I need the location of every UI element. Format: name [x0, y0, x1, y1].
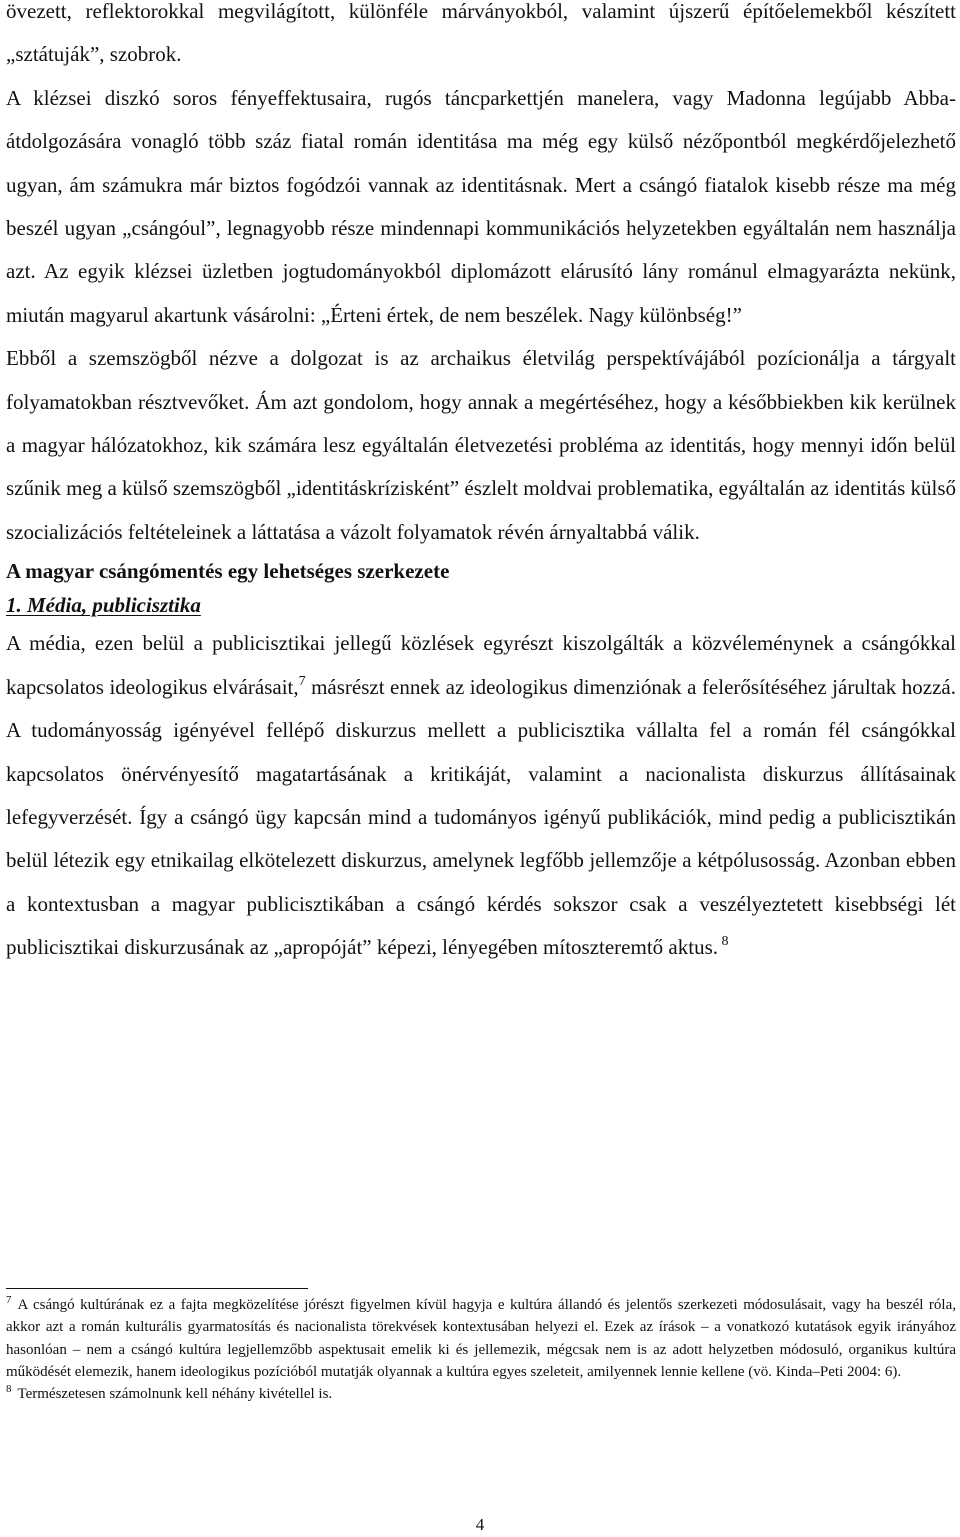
body-paragraph-2: A klézsei diszkó soros fényeffektusaira, rugós táncparkettjén manelera, vagy Madonna legújabb Abba-átdolgozására vonagló több száz fiatal román identitása ma még egy külső nézőpontból megkérdőjelezhető ugyan, ám számukra már biztos fogódzói vannak az identitásnak. Mert a csángó fiatalok kisebb része ma még beszél ugyan „csángóul”, legnagyobb része mindennapi kommunikációs helyzetekben egyáltalán nem használja azt. Az egyik klézsei üzletben jogtudományokból diplomázott elárusító lány románul elmagyarázta nekünk, miután magyarul akartunk vásárolni: „Érteni értek, de nem beszélek. Nagy különbség!”: [6, 85, 956, 327]
page-number: 4: [475, 1515, 485, 1534]
paragraph-4-text-start: A média, ezen belül a publicisztikai jellegű közlések egyrészt kiszolgálták a közvéleménynek a csángókkal kapcsolatos ideologikus elvárásait,: [6, 631, 956, 699]
footnote-text-7: A csángó kultúrának ez a fajta megközelítése jórészt figyelmen kívül hagyja e kultúra állandó és jelentős szerkezeti módosulásait, vagy ha beszél róla, akkor azt a román kulturális gyarmatosítás és nacionalista törekvések kontextusában helyezi el. Ezek az írások – a vonatkozó kutatások egyik irányához hasonlóan – nem a csángó kultúra legjellemzőbb aspektusait emelik ki és jellemezik, mégcsak nem is az adott helyzetben módosuló, organikus kultúra működését elemezik, hanem ideologikus pozícióból mutatják olyannak a kultúra egyes szeleteit, amilyennek lennie kellene (vö. Kinda–Peti 2004: 6).: [6, 1297, 956, 1380]
subsection-heading: 1. Média, publicisztika: [6, 593, 201, 618]
section-heading: A magyar csángómentés egy lehetséges szerkezete: [6, 559, 450, 584]
footnote-mark-8: 8: [6, 1383, 12, 1396]
footnote-separator: [6, 1288, 308, 1289]
footnote-text-8: Természetesen számolnunk kell néhány kivétellel is.: [17, 1386, 333, 1403]
body-paragraph-3: Ebből a szemszögből nézve a dolgozat is az archaikus életvilág perspektívájából pozícionálja a tárgyalt folyamatokban résztvevőket. Ám azt gondolom, hogy annak a megértéséhez, hogy a későbbiekben kik kerülnek a magyar hálózatokhoz, kik számára lesz egyáltalán életvezetési probléma az identitás, hogy mennyi időn belül szűnik meg a külső szemszögből „identitáskrízisként” észlelt moldvai problematika, egyáltalán az identitás külső szocializációs feltételeinek a láttatása a vázolt folyamatok révén árnyaltabbá válik.: [6, 346, 956, 544]
body-paragraph-4: [6, 622, 956, 969]
footnote-reference-8[interactable]: 8: [718, 934, 729, 950]
footnote-7: [6, 1294, 956, 1383]
footnote-8: [6, 1383, 956, 1405]
body-paragraph-1: övezett, reflektorokkal megvilágított, különféle márványokból, valamint újszerű építőelemekből készített „sztátuják”, szobrok.: [6, 0, 956, 67]
footnotes-section: [6, 1294, 956, 1405]
footnote-mark-7: 7: [6, 1294, 12, 1306]
paragraph-4-text-end: másrészt ennek az ideologikus dimenziónak a felerősítéséhez járultak hozzá. A tudományosság igényével fellépő diskurzus mellett a publicisztika vállalta fel a román fél csángókkal kapcsolatos önérvényesítő magatartásának a kritikáját, valamint a nacionalista diskurzus állításainak lefegyverzését. Így a csángó ügy kapcsán mind a tudományos igényű publikációk, mind pedig a publicisztikán belül létezik egy etnikailag elkötelezett diskurzus, amelynek legfőbb jellemzője a kétpólusosság. Azonban ebben a kontextusban a magyar publicisztikában a csángó kérdés sokszor csak a veszélyeztetett kisebbségi lét publicisztikai diskurzusának az „apropóját” képezi, lényegében mítoszteremtő aktus.: [6, 674, 956, 960]
footnote-reference-7[interactable]: 7: [298, 673, 306, 689]
document-page: [6, 0, 956, 1403]
